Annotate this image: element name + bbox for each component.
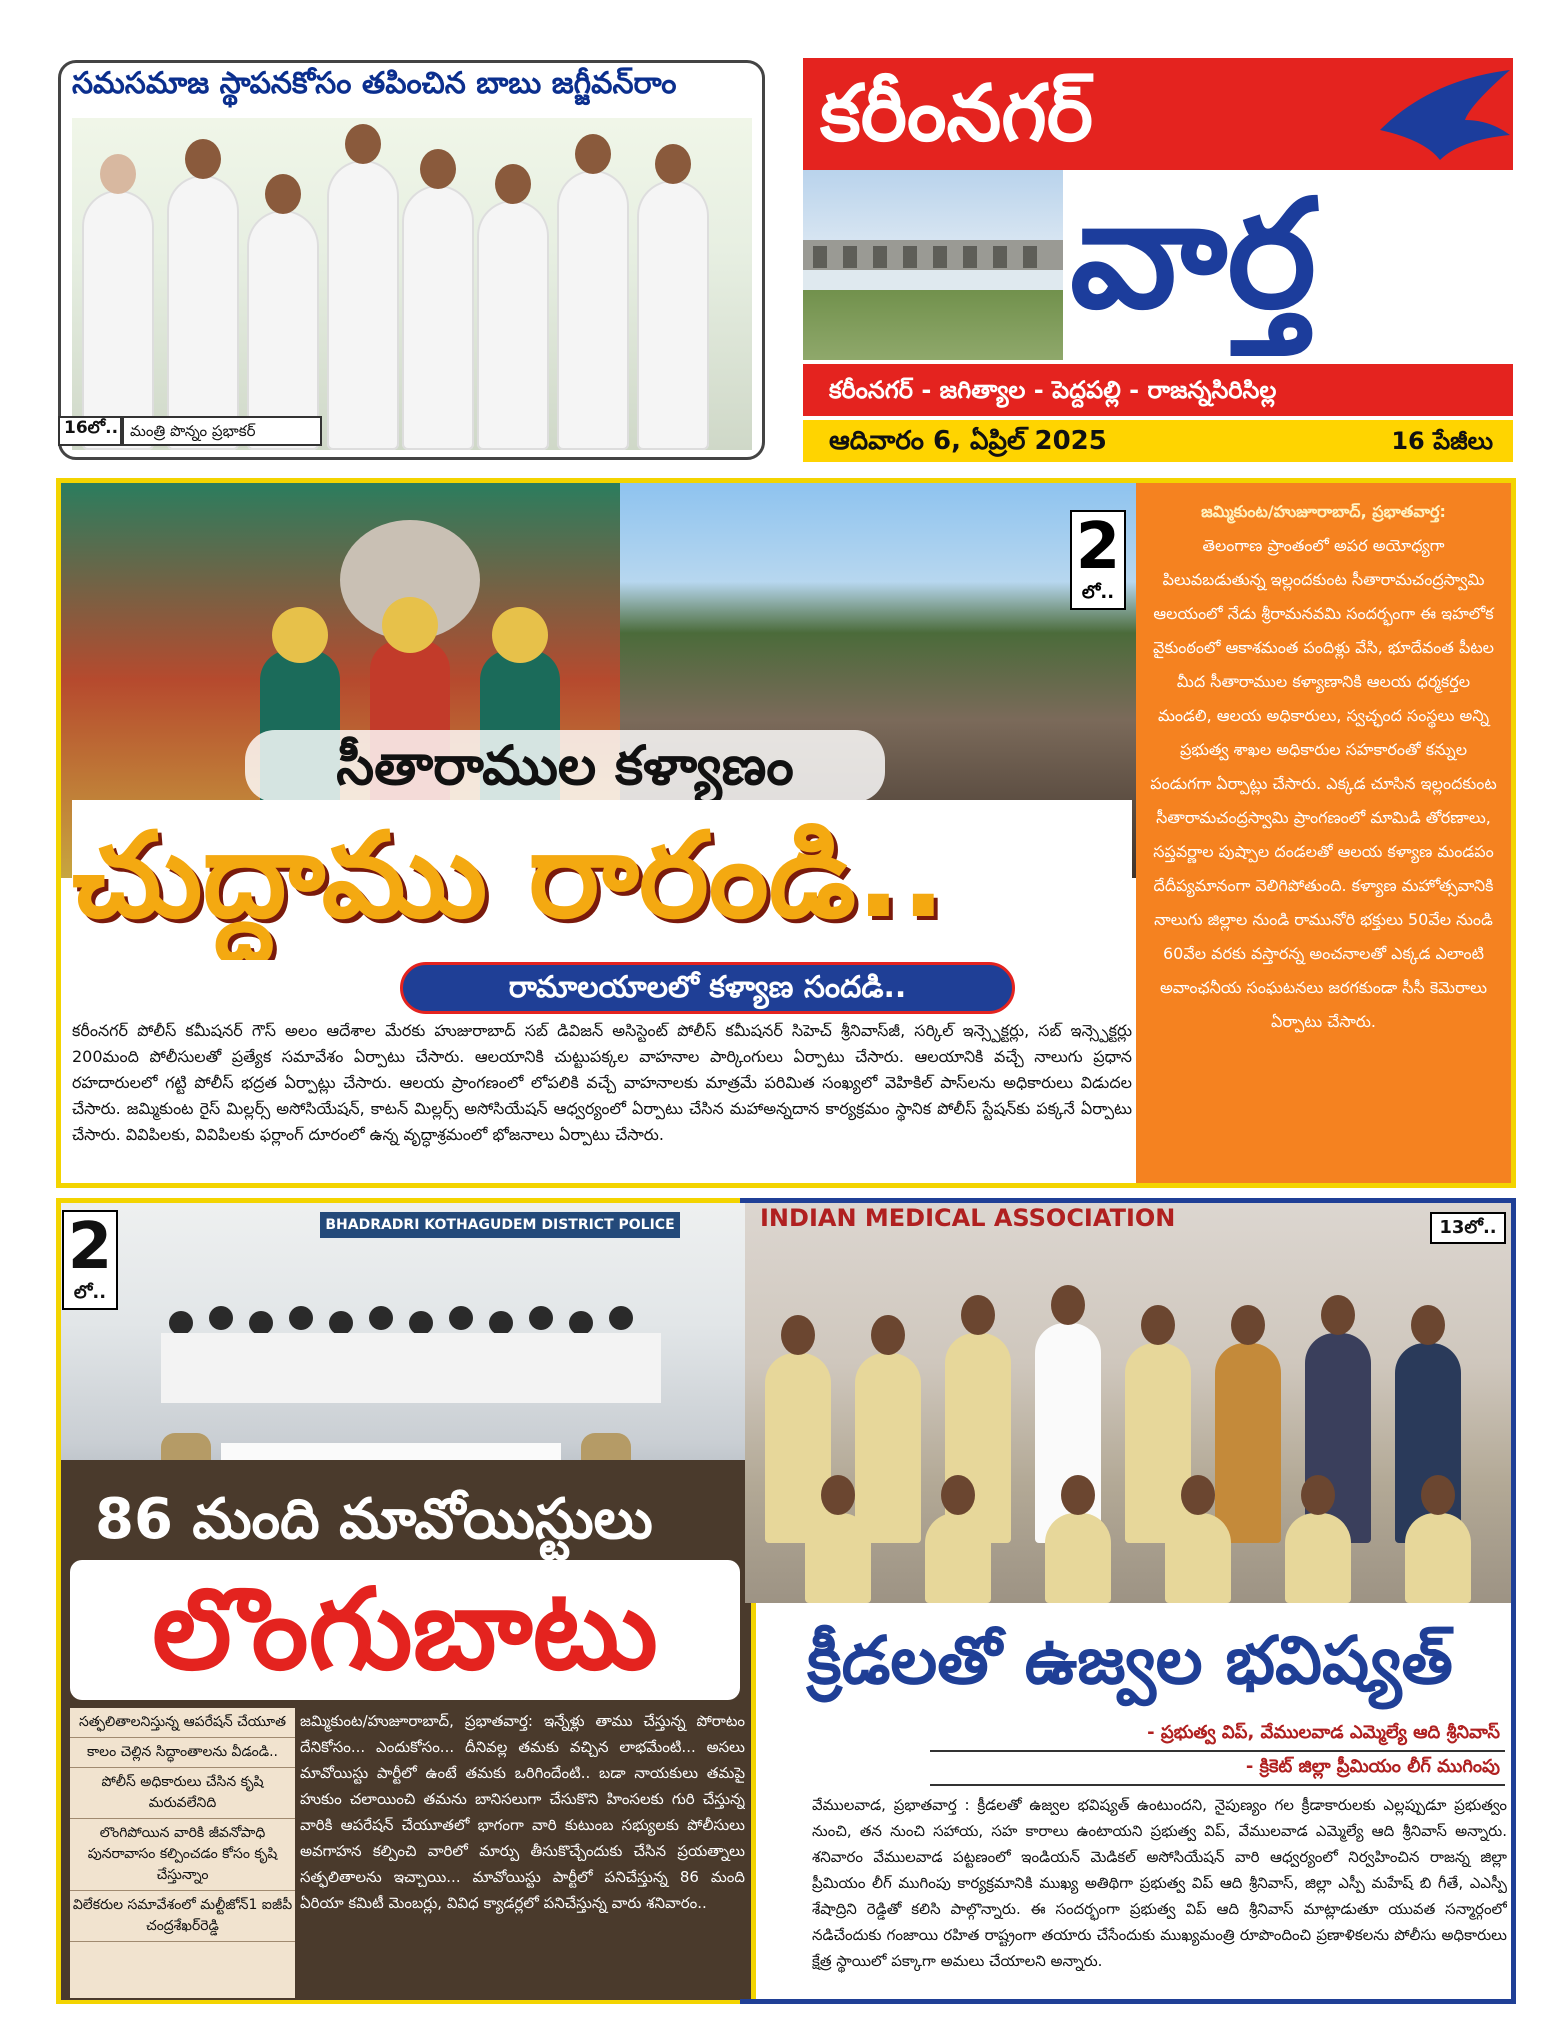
district-police-banner: BHADRADRI KOTHAGUDEM DISTRICT POLICE	[320, 1212, 680, 1238]
maoist-story-body: జమ్మికుంట/హుజూరాబాద్, ప్రభాతవార్త: ఇన్నేళ్లు తాము చేస్తున్న పోరాటం దేనికోసం... ఎందుకోసం... దీనివల్ల తమకు వచ్చిన లాభమేంటి... అసలు మావోయిస్టు పార్టీలో ఉంటే తమకు ఒరిగిందేంటి.. బడా నాయకులు తమపై హుకుం చలాయించి తమను బానిసలుగా చేసుకొని హింసలకు గురి చేస్తున్న వారికి ఆపరేషన్ చేయూతలో భాగంగా వారి కుటుంబ సభ్యులకు పోలీసులు అవగాహన కల్పించి వారిలో మార్పు తీసుకొచ్చేందుకు చేసిన ప్రయత్నాలు సత్ఫలితాలను ఇచ్చాయి... మావోయిస్టు పార్టీలో పనిచేస్తున్న 86 మంది ఏరియా కమిటీ మెంబర్లు, వివిధ క్యాడర్లలో పనిచేస్తున్న వారు శనివారం..	[300, 1712, 745, 1912]
photo-player	[1285, 1513, 1351, 1603]
photo-player	[855, 1353, 921, 1543]
ref-page-word: లో..	[1081, 582, 1115, 603]
maoist-story-ref-badge	[62, 1210, 118, 1310]
masthead-dam-photo	[803, 170, 1063, 360]
photo-person	[637, 180, 709, 450]
top-left-caption: మంత్రి పొన్నం ప్రభాకర్	[122, 416, 322, 446]
main-story-side-column	[1136, 483, 1511, 1183]
sports-story-body: వేములవాడ, ప్రభాతవార్త : క్రీడలతో ఉజ్వల భవిష్యత్ ఉంటుందని, నైపుణ్యం గల క్రీడాకారులకు ఎల్లప్పుడూ ప్రభుత్వం నుంచి, తన నుంచి సహాయ, సహ కారాలు ఉంటాయని ప్రభుత్వ విప్, వేములవాడ ఎమ్మెల్యే ఆది శ్రీనివాస్ అన్నారు. శనివారం వేములవాడ పట్టణంలో ఇండియన్ మెడికల్ అసోసియేషన్ వారి ఆధ్వర్యంలో నిర్వహించిన రాజన్న జిల్లా ప్రీమియం లీగ్ ముగింపు కార్యక్రమానికి ముఖ్య అతిథిగా ప్రభుత్వ విప్ ఆది శ్రీనివాస్, జిల్లా ఎస్పీ మహేష్ బి గీతే, ఎఎస్పీ శేషాద్రిని రెడ్డితో కలిసి పాల్గొన్నారు. ఈ సందర్భంగా ప్రభుత్వ విప్ ఆది శ్రీనివాస్ మాట్లాడుతూ యువత సన్మార్గంలో నడిచేందుకు గంజాయి రహిత రాష్ట్రంగా తయారు చేసేందుకు ముఖ్యమంత్రి రూపొందించి ప్రణాళికలను పోలీసు అధికారులు క్షేత్ర స్థాయిలో పక్కాగా అమలు చేయాలని అన్నారు.	[812, 1796, 1507, 1970]
point-item: సత్ఫలితాలనిస్తున్న ఆపరేషన్ చేయూత	[70, 1708, 295, 1738]
side-column-dateline: జమ్మికుంట/హుజూరాబాద్, ప్రభాతవార్త:	[1201, 502, 1446, 521]
main-story-subhead: సీతారాముల కళ్యాణం	[245, 730, 885, 802]
point-item: లొంగిపోయిన వారికి జీవనోపాధి పునరావాసం కల్పించడం కోసం కృషి చేస్తున్నాం	[70, 1819, 295, 1891]
sports-story-photo	[745, 1203, 1511, 1603]
photo-player	[1125, 1343, 1191, 1543]
main-story-ref-badge	[1070, 510, 1126, 610]
photo-player	[925, 1513, 991, 1603]
main-story-headline: చుద్దాము రారండి..	[72, 800, 1132, 960]
ref-page-word: లో..	[73, 1282, 107, 1303]
sports-story-byline-1: - ప్రభుత్వ విప్, వేములవాడ ఎమ్మెల్యే ఆది శ్రీనివాస్	[1147, 1722, 1500, 1743]
photo-player	[1215, 1343, 1281, 1543]
masthead-title-top: కరీంనగర్	[820, 69, 1094, 159]
ima-banner-text: INDIAN MEDICAL ASSOCIATION	[760, 1204, 1176, 1232]
sports-story-headline: క్రీడలతో ఉజ్వల భవిష్యత్	[760, 1603, 1500, 1719]
photo-person	[247, 210, 319, 450]
ref-page-number: 2	[67, 1210, 113, 1284]
side-column-text: తెలంగాణ ప్రాంతంలో అపర అయోధ్యగా పిలువబడుతున్న ఇల్లందకుంట సీతారామచంద్రస్వామి ఆలయంలో నేడు శ్రీరామనవమి సందర్భంగా ఈ ఇహలోక వైకుంఠంలో ఆకాశమంత పందిళ్లు వేసి, భూదేవంత పీటల మీద సీతారాముల కళ్యాణానికి ఆలయ ధర్మకర్తల మండలి, ఆలయ అధికారులు, స్వచ్ఛంద సంస్థలు అన్ని ప్రభుత్వ శాఖల అధికారుల సహకారంతో కన్నుల పండుగగా ఏర్పాట్లు చేసారు. ఎక్కడ చూసిన ఇల్లందకుంట సీతారామచంద్రస్వామి ప్రాంగణంలో మామిడి తోరణాలు, సప్తవర్ణాల పుష్పాల దండలతో ఆలయ కళ్యాణ మండపం దేదీప్యమానంగా వెలిగిపోతుంది. కళ్యాణ మహోత్సవానికి నాలుగు జిల్లాల నుండి రామునోరి భక్తులు 50వేల నుండి 60వేల వరకు వస్తారన్న అంచనాలతో ఎక్కడ ఎలాంటి అవాంఛనీయ సంఘటనలు జరగకుండా సీసీ కెమెరాలు ఏర్పాటు చేసారు.	[1150, 536, 1497, 1031]
photo-player	[1405, 1513, 1471, 1603]
divider	[930, 1784, 1505, 1786]
masthead-districts: కరీంనగర్ - జగిత్యాల - పెద్దపల్లి - రాజన్నసిరిసిల్ల	[803, 364, 1513, 416]
ref-page-number: 2	[1075, 510, 1121, 584]
photo-person	[477, 200, 549, 450]
photo-player	[1165, 1513, 1231, 1603]
photo-person	[327, 160, 399, 450]
top-left-headline: సమసమాజ స్థాపనకోసం తపించిన బాబు జగ్జీవన్‌రాం	[72, 66, 677, 101]
photo-person	[82, 190, 154, 450]
divider	[930, 1750, 1505, 1752]
sports-story-byline-2: - క్రికెట్ జిల్లా ప్రీమియం లీగ్ ముగింపు	[1245, 1756, 1500, 1777]
maoist-story-headline-2: లొంగుబాటు	[70, 1560, 740, 1700]
maoist-story-points	[70, 1708, 295, 1998]
masthead-page-count: 16 పేజీలు	[1323, 420, 1513, 462]
masthead-date: ఆదివారం 6, ఏప్రిల్ 2025	[803, 420, 1323, 462]
photo-player	[805, 1513, 871, 1603]
photo-player	[765, 1353, 831, 1543]
point-item: పోలీస్ అధికారులు చేసిన కృషి మరువలేనిది	[70, 1768, 295, 1819]
maoist-story-headline-1: 86 మంది మావోయిస్టులు	[95, 1487, 653, 1552]
main-story-body: కరీంనగర్ పోలీస్ కమీషనర్ గౌస్ అలం ఆదేశాల మేరకు హుజురాబాద్ సబ్ డివిజన్ అసిస్టెంట్ పోలీస్ కమీషనర్ సిహెచ్ శ్రీనివాస్‌జీ, సర్కిల్ ఇన్స్పెక్టర్లు, సబ్ ఇన్స్పెక్టర్లు 200మంది పోలీసులతో ప్రత్యేక సమావేశం ఏర్పాటు చేసారు. ఆలయానికి చుట్టుపక్కల వాహనాల పార్కింగులు ఏర్పాటు చేసారు. ఆలయానికి వచ్చే నాలుగు ప్రధాన రహదారులలో గట్టి పోలీస్ భద్రత ఏర్పాట్లు చేసారు. ఆలయ ప్రాంగణంలో లోపలికి వచ్చే వాహనాలకు మాత్రమే పరిమిత సంఖ్యలో వెహికిల్ పాస్‌లను అధికారులు విడుదల చేసారు. జమ్మికుంట రైస్ మిల్లర్స్ అసోసియేషన్, కాటన్ మిల్లర్స్ అసోసియేషన్ ఆధ్వర్యంలో ఏర్పాటు చేసిన మహాఅన్నదాన కార్యక్రమం స్థానిక పోలీస్ స్టేషన్‌కు పక్కనే ఏర్పాటు చేసారు. వివిపిలకు, వివిపిలకు ఫర్లాంగ్ దూరంలో ఉన్న వృద్ధాశ్రమంలో భోజనాలు ఏర్పాటు చేసారు.	[72, 1021, 1132, 1144]
masthead-title-main: వార్త	[1070, 168, 1317, 342]
top-left-ref-page: 16లో..	[58, 416, 122, 446]
dam-icon	[803, 170, 1063, 360]
photo-person	[402, 185, 474, 450]
sports-story-ref-page: 13లో..	[1430, 1212, 1506, 1244]
top-left-photo	[72, 118, 752, 450]
photo-person	[167, 175, 239, 450]
main-story-kicker: రామాలయాలలో కళ్యాణ సందడి..	[400, 962, 1015, 1014]
point-item: విలేకరుల సమావేశంలో మల్టీజోన్1 ఐజీపీ చంద్రశేఖర్‌రెడ్డి	[70, 1891, 295, 1942]
photo-player	[1045, 1513, 1111, 1603]
point-item: కాలం చెల్లిన సిద్ధాంతాలను వీడండి..	[70, 1738, 295, 1768]
photo-person	[557, 170, 629, 450]
